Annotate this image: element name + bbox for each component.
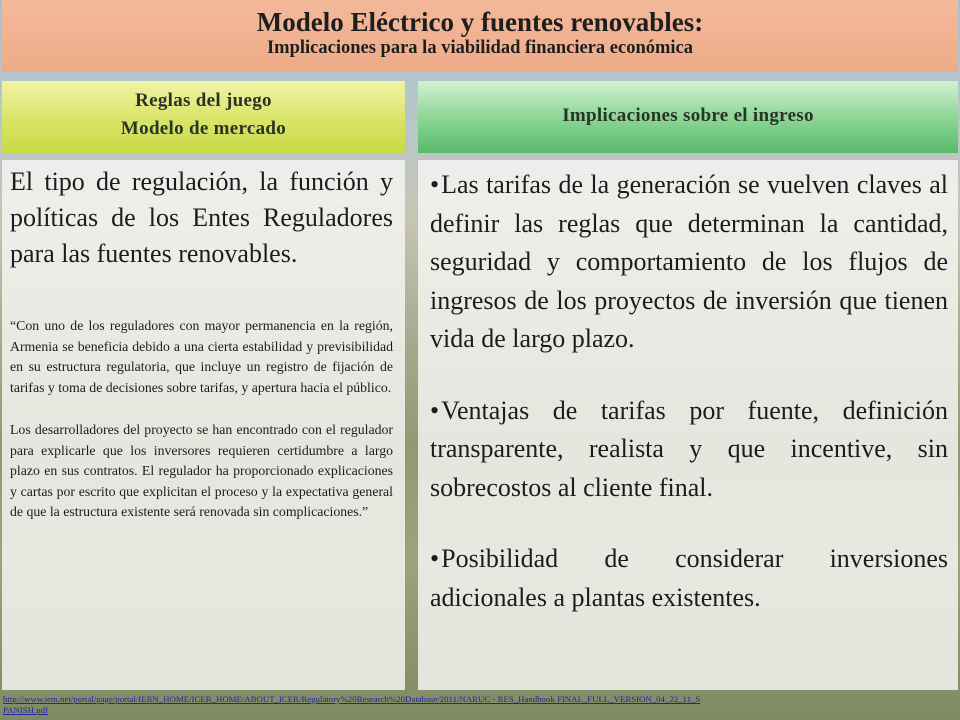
left-header-line2: Modelo de mercado: [120, 118, 287, 139]
left-column-header: [2, 81, 405, 153]
source-link[interactable]: http://www.iem.net/portal/page/portal/IERN_HOME/ICER_HOME/ABOUT_ICER/Regulatory%20Research%20Database/2011/NARUC - RES_Handbook FINAL_FULL_VERSION_04_22_11_SPANISH.pdf: [3, 694, 701, 715]
right-column-header: [418, 81, 958, 153]
quote-paragraph-1: “Con uno de los reguladores con mayor permanencia en la región, Armenia se beneficia debido a una cierta estabilidad y previsibilidad en su estructura regulatoria, que incluye un registro de fijación de tarifas y toma de decisiones sobre tarifas, y apertura hacia el público.: [10, 318, 393, 395]
bullet-item: [430, 392, 948, 508]
bullet-item: [430, 166, 948, 359]
right-header-label: Implicaciones sobre el ingreso: [562, 105, 814, 126]
bullet-icon: •: [430, 544, 440, 573]
slide-subtitle: Implicaciones para la viabilidad financiera económica: [266, 38, 693, 58]
left-main-text: El tipo de regulación, la función y políticas de los Entes Reguladores para las fuentes renovables.: [10, 167, 393, 268]
left-content-panel: [2, 160, 405, 690]
left-header-line1: Reglas del juego: [135, 90, 272, 111]
title-banner: [2, 0, 958, 72]
bullet-text: Posibilidad de considerar inversiones adicionales a plantas existentes.: [430, 544, 948, 612]
bullet-icon: •: [430, 170, 440, 199]
right-content-panel: [418, 160, 958, 690]
bullet-icon: •: [430, 395, 440, 425]
bullet-text: Ventajas de tarifas por fuente, definición transparente, realista y que incentive, sin sobrecostos al cliente final.: [430, 395, 948, 502]
quote-paragraph-2: Los desarrolladores del proyecto se han encontrado con el regulador para explicarle que los inversores requieren certidumbre a largo plazo en sus contratos. El regulador ha proporcionado explicaciones y cartas por escrito que explicitan el proceso y la expectativa general de que la estructura existente será renovada sin complicaciones.”: [10, 422, 393, 519]
slide-title: Modelo Eléctrico y fuentes renovables:: [256, 7, 704, 37]
bullet-item: [430, 540, 948, 617]
bullet-text: Las tarifas de la generación se vuelven claves al definir las reglas que determinan la cantidad, seguridad y comportamiento de los flujos de ingresos de los proyectos de inversión que tienen vida de largo plazo.: [430, 170, 948, 353]
